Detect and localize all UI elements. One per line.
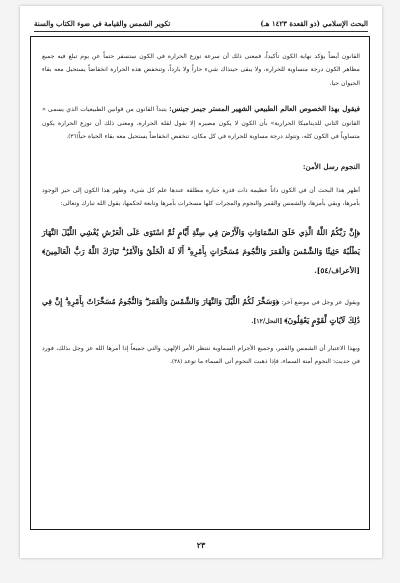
paragraph-2: [42, 102, 360, 144]
quran-verse-2-citation: [النحل/١٢].: [251, 317, 283, 325]
page-number: ٢٣: [196, 540, 206, 550]
header-rule: [34, 31, 368, 32]
quran-verse-1-text: ﴿إِنَّ رَبَّكُمُ اللَّهُ الَّذِي خَلَقَ السَّمَاوَاتِ وَالْأَرْضَ فِي سِتَّةِ أَيَّامٍ ثُمَّ اسْتَوَى عَلَى الْعَرْشِ يُغْشِي اللَّيْلَ النَّهَارَ يَطْلُبُهُ حَثِيثًا وَالشَّمْسَ وَالْقَمَرَ وَالنُّجُومَ مُسَخَّرَاتٍ بِأَمْرِهِ ۗ أَلَا لَهُ الْخَلْقُ وَالْأَمْرُ ۗ تَبَارَكَ اللَّهُ رَبُّ الْعَالَمِينَ﴾: [42, 227, 360, 256]
section-heading: النجوم رسل الأمن:: [302, 162, 360, 172]
running-header: [34, 19, 368, 28]
quran-verse-1: [42, 223, 360, 280]
page-body: [42, 50, 360, 381]
quran-verse-1-citation: [الأعراف/٥٤].: [314, 265, 360, 275]
footnote-ref-38: (٣٨).: [170, 359, 183, 366]
paragraph-4: [42, 292, 360, 330]
paragraph-5-text: وبهذا الاعتبار أن الشمس والقمر، وجميع الأجرام السماوية تنتظر الأمر الإلهي، والتي جميعاً إذا أمرها الله عز وجل بذلك، فورد في حديث: النجوم أمنة السماء، فإذا ذهبت النجوم أتى السماء ما توعد: [42, 344, 360, 366]
paragraph-1: [42, 50, 360, 90]
paragraph-2-lead: فيقول بهذا الخصوص العالم الطبيعي الشهير المستر جيمز جينس:: [169, 104, 360, 114]
quran-verse-2-text: ﴿وَسَخَّرَ لَكُمُ اللَّيْلَ وَالنَّهَارَ وَالشَّمْسَ وَالْقَمَرَ ۖ وَالنُّجُومُ مُسَخَّرَاتٌ بِأَمْرِهِ ۗ إِنَّ فِي ذَٰلِكَ لَآيَاتٍ لِّقَوْمٍ يَعْقِلُونَ﴾: [42, 296, 360, 325]
document-page: [20, 6, 382, 558]
footnote-ref-36: (٣٦).: [66, 134, 79, 141]
paragraph-3: أظهر هذا البحث أن في الكون ذاتاً عظيمة ذات قدرة جبارة مطلقة عندها علم كل شيء، وظهر هذا الكون إلى حيز الوجود بأمرها، وبقي بأمرها، والشمس والقمر والنجوم والمجرات كلها مسخرات بأمرها وتابعة لحكمها، يقول الله تبارك وتعالى:: [42, 186, 360, 208]
article-title-header: تكوير الشمس والقيامة في ضوء الكتاب والسنة: [34, 19, 171, 28]
paragraph-5: [42, 342, 360, 370]
journal-header: البحث الإسلامي (ذو القعدة ١٤٢٣ هـ): [260, 19, 368, 28]
paragraph-1-text: القانون أيضاً يؤكد نهاية الكون تأكيداً، فمعنى ذلك أن سرعة توزع الحرارة في الكون ستسفر حتماً عن يوم تبلغ فيه جميع مظاهر الكون درجة متساوية للحرارة، ولا يبقى حينذاك شيء حاراً ولا بارداً، وتنخفض هذه الحرارة انخفاضاً يستحيل معه بقاء الحيوان حيا.: [42, 53, 360, 87]
viewer-background: [0, 562, 400, 583]
paragraph-4-intro: ويقول عز وجل في موضع آخر:: [281, 298, 361, 306]
paragraph-2-text: يتبدأ القانون من قوانين الطبيعيات الذي يسمى « القانون الثاني للديناميكا الحرارية» بأن الكون لا يكون مصيره إلا نقول لقلة الحرارة، ومعنى ذلك أن توزع الحرارة يكون متساوياً في الكون كله، وتتولد درجة مساوية للحرارة في كل مكان، تنخفض انخفاضاً يستحيل معه بقاء الحياة حياً: [42, 106, 360, 141]
